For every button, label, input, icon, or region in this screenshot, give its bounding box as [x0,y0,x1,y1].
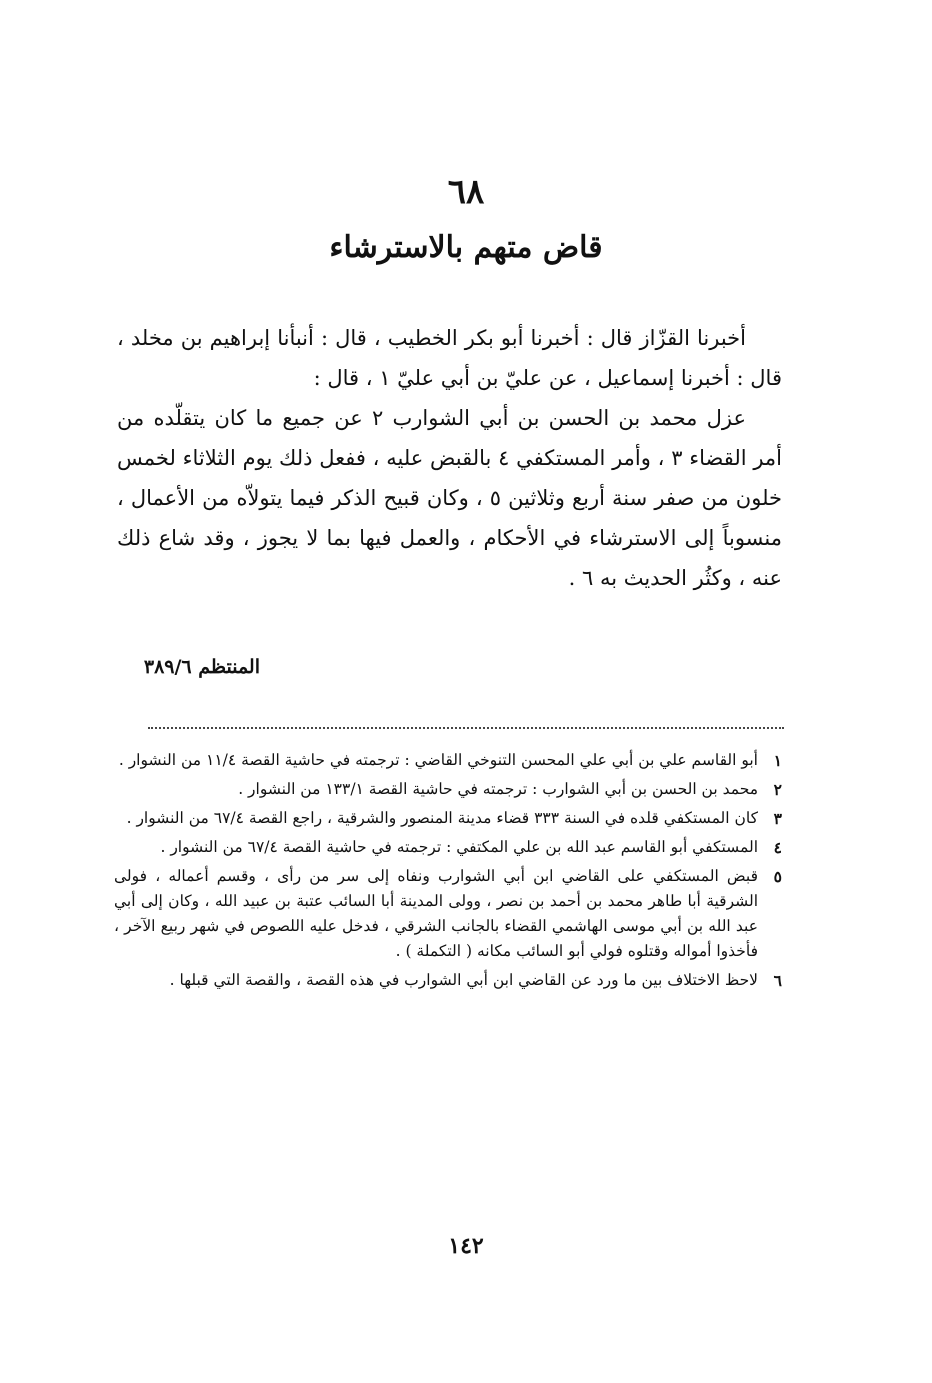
footnote-text: قبض المستكفي على القاضي ابن أبي الشوارب ونفاه إلى سر من رأى ، وقسم أعماله ، فولى الشرقية أبا طاهر محمد بن أحمد بن نصر ، وولى المدينة أبا السائب عتبة بن عبيد الله ، وكان إلى أبي عبد الله بن أبي موسى الهاشمي القضاء بالجانب الشرقي ، فدخل عليه اللصوص في شهر ربيع الآخر ، فأخذوا أمواله وقتلوه فولي أبو السائب مكانه ( التكملة ) . [114,867,758,960]
body-paragraph: أخبرنا القزّاز قال : أخبرنا أبو بكر الخطيب ، قال : أنبأنا إبراهيم بن مخلد ، قال : أخبرنا إسماعيل ، عن عليّ بن أبي عليّ ١ ، قال : [117,326,782,390]
footnote [114,777,782,802]
footnote-number: ٢ [773,780,782,799]
story-body [117,318,782,598]
footnote-separator [148,727,784,729]
story-number: ٦٨ [447,172,485,212]
footnote [114,806,782,831]
footnote-number: ٥ [773,867,782,886]
footnote-text: لاحظ الاختلاف بين ما ورد عن القاضي ابن أبي الشوارب في هذه القصة ، والقصة التي قبلها . [169,971,758,989]
footnote-number: ١ [773,751,782,770]
footnote [114,835,782,860]
footnote-text: المستكفي أبو القاسم عبد الله بن علي المكتفي : ترجمته في حاشية القصة ٦٧/٤ من النشوار . [160,838,758,856]
page-number: ١٤٢ [448,1233,484,1259]
footnote [114,748,782,773]
footnote-text: كان المستكفي قلده في السنة ٣٣٣ قضاء مدينة المنصور والشرقية ، راجع القصة ٦٧/٤ من النشوار . [126,809,758,827]
footnote-number: ٤ [773,838,782,857]
body-paragraph: عزل محمد بن الحسن بن أبي الشوارب ٢ عن جميع ما كان يتقلّده من أمر القضاء ٣ ، وأمر المستكفي ٤ بالقبض عليه ، ففعل ذلك يوم الثلاثاء لخمس خلون من صفر سنة أربع وثلاثين ٥ ، وكان قبيح الذكر فيما يتولاّه من الأعمال ، منسوباً إلى الاسترشاء في الأحكام ، والعمل فيها بما لا يجوز ، وقد شاع ذلك عنه ، وكثُر الحديث به ٦ . [117,406,783,590]
footnote-text: أبو القاسم علي بن أبي علي المحسن التنوخي القاضي : ترجمته في حاشية القصة ١١/٤ من النشوار . [118,751,758,769]
footnote-number: ٣ [773,809,782,828]
footnote-text: محمد بن الحسن بن أبي الشوارب : ترجمته في حاشية القصة ١٣٣/١ من النشوار . [238,780,758,798]
footnote-number: ٦ [773,971,782,990]
footnote [114,968,782,993]
story-title: قاض متهم بالاسترشاء [329,230,603,265]
footnotes [114,748,782,997]
footnote [114,864,782,964]
source-citation: المنتظم ٣٨٩/٦ [143,656,260,678]
